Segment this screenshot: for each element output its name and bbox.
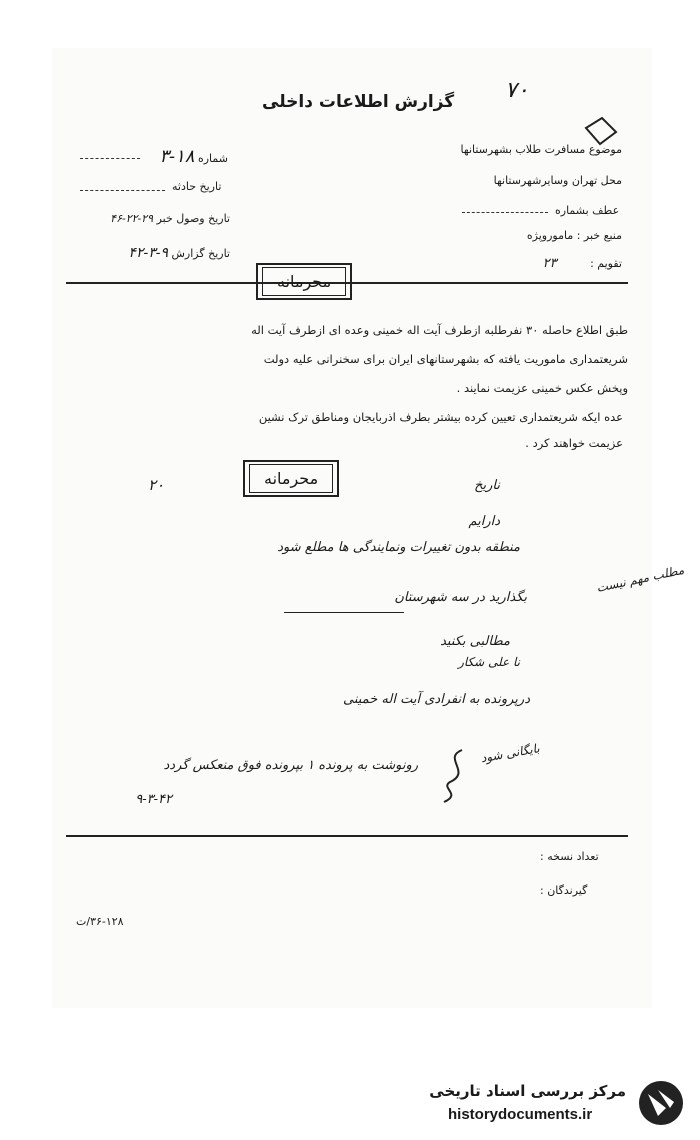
recipients-label: گیرندگان : (540, 884, 588, 897)
handwritten-note-4: بگذارید در سه شهرستان (394, 590, 527, 605)
document-title: گزارش اطلاعات داخلی (262, 92, 455, 112)
confidential-stamp (256, 263, 352, 300)
document-page (52, 48, 652, 1008)
subject-row (372, 143, 622, 156)
subject-label: موضوع (588, 143, 622, 156)
body-line-3: وپخش عکس خمینی عزیمت نمایند . (456, 381, 628, 395)
report-date-value: ۹-۳-۴۲ (128, 245, 168, 261)
place-row (400, 174, 622, 187)
place-label: محل (600, 174, 622, 187)
handwritten-note-5: مطالبی بکنید (440, 634, 510, 649)
handwritten-note-6: نا علی شکار (458, 655, 520, 669)
handwritten-underline (284, 612, 404, 613)
archive-org-name: مرکز بررسی اسناد تاریخی (429, 1082, 626, 1100)
document-code: ۳۶-۱۲۸/ت (76, 915, 124, 928)
margin-number: ۲۰ (148, 476, 165, 494)
receipt-date-label: تاریخ وصول خبر (156, 212, 230, 225)
report-number-label: شماره (197, 152, 228, 165)
reference-dash (462, 212, 548, 213)
report-number-value: ۱۸-۳ (159, 146, 195, 167)
handwritten-note-2: دارایم (468, 514, 500, 529)
confidential-stamp-2 (243, 460, 339, 497)
handwritten-note-3: منطقه بدون تغییرات ونمایندگی ها مطلع شود (277, 540, 520, 555)
body-line-5: عزیمت خواهند کرد . (525, 436, 623, 450)
subject-value: مسافرت طلاب بشهرستانها (460, 143, 586, 156)
handwritten-signature (432, 746, 482, 806)
place-value: تهران وسایرشهرستانها (493, 174, 598, 187)
report-date-row (74, 245, 230, 261)
incident-date-label: تاریخ حادثه (172, 180, 222, 193)
body-line-2: شریعتمداری ماموریت یافته که بشهرستانهای ایران برای سخنرانی علیه دولت (263, 352, 628, 366)
report-number-dash (80, 158, 140, 159)
evaluation-value: ۲۳ (542, 256, 557, 271)
source-label: منبع خبر : (576, 229, 622, 242)
receipt-date-value: ۲۹-۲۲-۴۶ (110, 212, 154, 225)
top-handwritten-mark: ۷۰ (505, 78, 529, 103)
handwritten-note-7: درپرونده به انفرادی آیت اله خمینی (343, 692, 530, 707)
report-number-row (80, 146, 228, 167)
report-date-label: تاریخ گزارش (171, 247, 230, 260)
margin-handwritten-note: مطلب مهم نیست (595, 562, 686, 595)
source-row (440, 229, 622, 242)
handwritten-note-9: رونوشت به پرونده ۱ بپرونده فوق منعکس گردد (163, 758, 418, 773)
handwritten-note-10: ۹-۳-۴۲ (135, 792, 172, 807)
footer-divider (66, 835, 628, 837)
body-line-1: طبق اطلاع حاصله ۳۰ نفرطلبه ازطرف آیت اله خمینی وعده ای ازطرف آیت اله (251, 323, 628, 337)
archive-url[interactable]: historydocuments.ir (448, 1106, 593, 1123)
reference-label: عطف بشماره (555, 204, 620, 217)
confidential-stamp-text: محرمانه (262, 267, 346, 296)
handwritten-note-1: ناریخ (474, 478, 500, 493)
body-line-4: عده ایکه شریعتمداری تعیین کرده بیشتر بطرف اذربایجان ومناطق ترک نشین (258, 410, 623, 424)
receipt-date-row (66, 212, 230, 225)
evaluation-label: تقویم : (590, 257, 622, 270)
copies-label: تعداد نسخه : (540, 850, 599, 863)
source-value: ماموروپژه (526, 229, 574, 242)
evaluation-row (480, 256, 622, 271)
archive-logo (636, 1078, 686, 1128)
incident-date-dash (80, 190, 165, 191)
confidential-stamp-2-text: محرمانه (249, 464, 333, 493)
handwritten-note-8: بایگانی شود (479, 741, 541, 766)
